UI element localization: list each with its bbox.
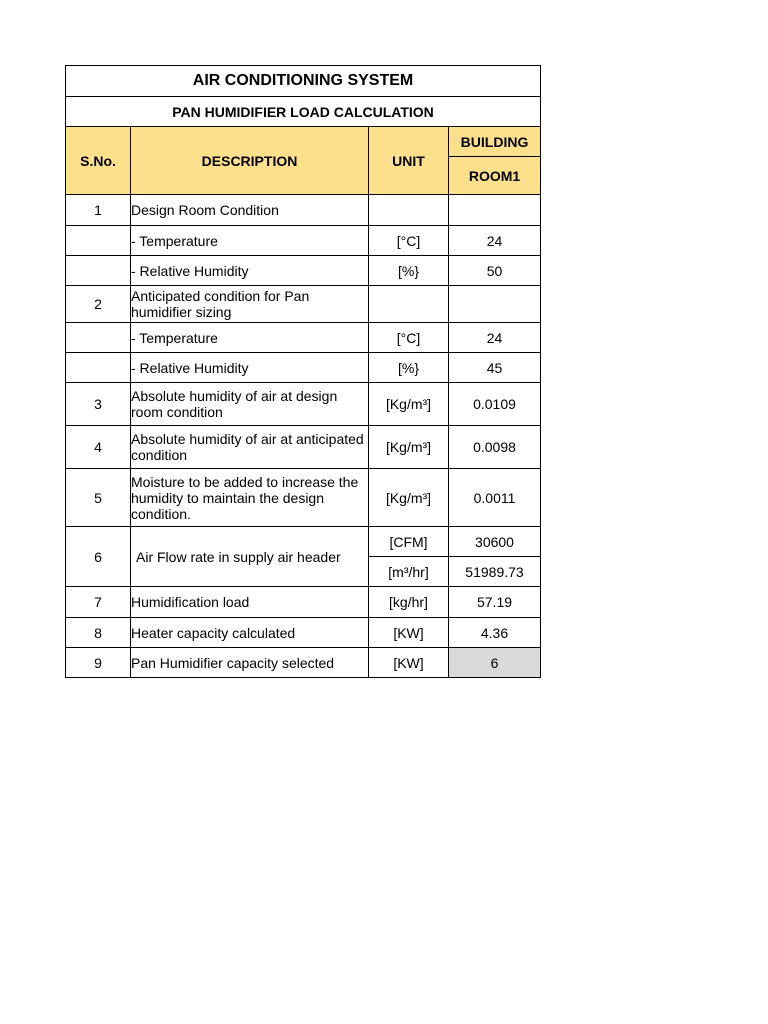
description-cell[interactable]: Pan Humidifier capacity selected <box>131 648 369 678</box>
sno-cell[interactable]: 1 <box>66 195 131 226</box>
value-cell[interactable]: 51989.73 <box>449 557 541 587</box>
value-cell[interactable]: 30600 <box>449 527 541 557</box>
table-row <box>66 286 541 323</box>
value-cell[interactable]: 24 <box>449 323 541 353</box>
unit-cell[interactable]: [m³/hr] <box>369 557 449 587</box>
value-cell[interactable]: 0.0098 <box>449 426 541 469</box>
table-row <box>66 226 541 256</box>
description-cell[interactable]: Heater capacity calculated <box>131 618 369 648</box>
unit-cell[interactable]: [Kg/m³] <box>369 426 449 469</box>
subtitle-row <box>66 97 541 127</box>
value-cell[interactable]: 45 <box>449 353 541 383</box>
sno-cell[interactable] <box>66 353 131 383</box>
header-building[interactable]: BUILDING <box>449 127 541 157</box>
unit-cell[interactable]: [KW] <box>369 648 449 678</box>
description-cell[interactable]: Design Room Condition <box>131 195 369 226</box>
header-row <box>66 127 541 157</box>
description-cell[interactable]: - Temperature <box>131 323 369 353</box>
sno-cell[interactable] <box>66 256 131 286</box>
value-cell[interactable]: 4.36 <box>449 618 541 648</box>
sno-cell[interactable]: 6 <box>66 527 131 587</box>
description-cell[interactable]: - Relative Humidity <box>131 256 369 286</box>
sno-cell[interactable]: 8 <box>66 618 131 648</box>
header-room[interactable]: ROOM1 <box>449 157 541 195</box>
table-row <box>66 587 541 618</box>
title-row <box>66 66 541 97</box>
table-row <box>66 256 541 286</box>
sno-cell[interactable]: 9 <box>66 648 131 678</box>
unit-cell[interactable]: [%} <box>369 353 449 383</box>
sno-cell[interactable]: 7 <box>66 587 131 618</box>
sheet-subtitle[interactable]: PAN HUMIDIFIER LOAD CALCULATION <box>66 97 541 127</box>
table-row <box>66 618 541 648</box>
selected-capacity-cell[interactable]: 6 <box>449 648 541 678</box>
table-row <box>66 323 541 353</box>
unit-cell[interactable]: [Kg/m³] <box>369 383 449 426</box>
value-cell[interactable]: 24 <box>449 226 541 256</box>
table-row <box>66 426 541 469</box>
sno-cell[interactable] <box>66 323 131 353</box>
header-unit[interactable]: UNIT <box>369 127 449 195</box>
table-row <box>66 383 541 426</box>
table-row <box>66 527 541 557</box>
unit-cell[interactable]: [KW] <box>369 618 449 648</box>
description-cell[interactable]: Absolute humidity of air at anticipated condition <box>131 426 369 469</box>
header-sno[interactable]: S.No. <box>66 127 131 195</box>
unit-cell[interactable]: [°C] <box>369 323 449 353</box>
value-cell[interactable]: 0.0109 <box>449 383 541 426</box>
description-cell[interactable]: - Temperature <box>131 226 369 256</box>
description-cell[interactable]: - Relative Humidity <box>131 353 369 383</box>
unit-cell[interactable] <box>369 286 449 323</box>
unit-cell[interactable]: [kg/hr] <box>369 587 449 618</box>
description-cell[interactable]: Humidification load <box>131 587 369 618</box>
value-cell[interactable]: 0.0011 <box>449 469 541 527</box>
description-cell[interactable]: Anticipated condition for Pan humidifier sizing <box>131 286 369 323</box>
unit-cell[interactable]: [°C] <box>369 226 449 256</box>
table-row <box>66 469 541 527</box>
unit-cell[interactable]: [Kg/m³] <box>369 469 449 527</box>
table-row <box>66 353 541 383</box>
sno-cell[interactable]: 5 <box>66 469 131 527</box>
description-cell[interactable]: Absolute humidity of air at design room condition <box>131 383 369 426</box>
description-cell[interactable]: Moisture to be added to increase the humidity to maintain the design condition. <box>131 469 369 527</box>
sheet-title[interactable]: AIR CONDITIONING SYSTEM <box>66 66 541 97</box>
sno-cell[interactable] <box>66 226 131 256</box>
calculation-table <box>65 65 541 678</box>
unit-cell[interactable] <box>369 195 449 226</box>
description-cell[interactable]: Air Flow rate in supply air header <box>131 527 369 587</box>
table-row <box>66 648 541 678</box>
value-cell[interactable] <box>449 286 541 323</box>
unit-cell[interactable]: [CFM] <box>369 527 449 557</box>
sno-cell[interactable]: 3 <box>66 383 131 426</box>
value-cell[interactable] <box>449 195 541 226</box>
sno-cell[interactable]: 2 <box>66 286 131 323</box>
value-cell[interactable]: 50 <box>449 256 541 286</box>
value-cell[interactable]: 57.19 <box>449 587 541 618</box>
table-row <box>66 195 541 226</box>
sno-cell[interactable]: 4 <box>66 426 131 469</box>
unit-cell[interactable]: [%} <box>369 256 449 286</box>
header-description[interactable]: DESCRIPTION <box>131 127 369 195</box>
